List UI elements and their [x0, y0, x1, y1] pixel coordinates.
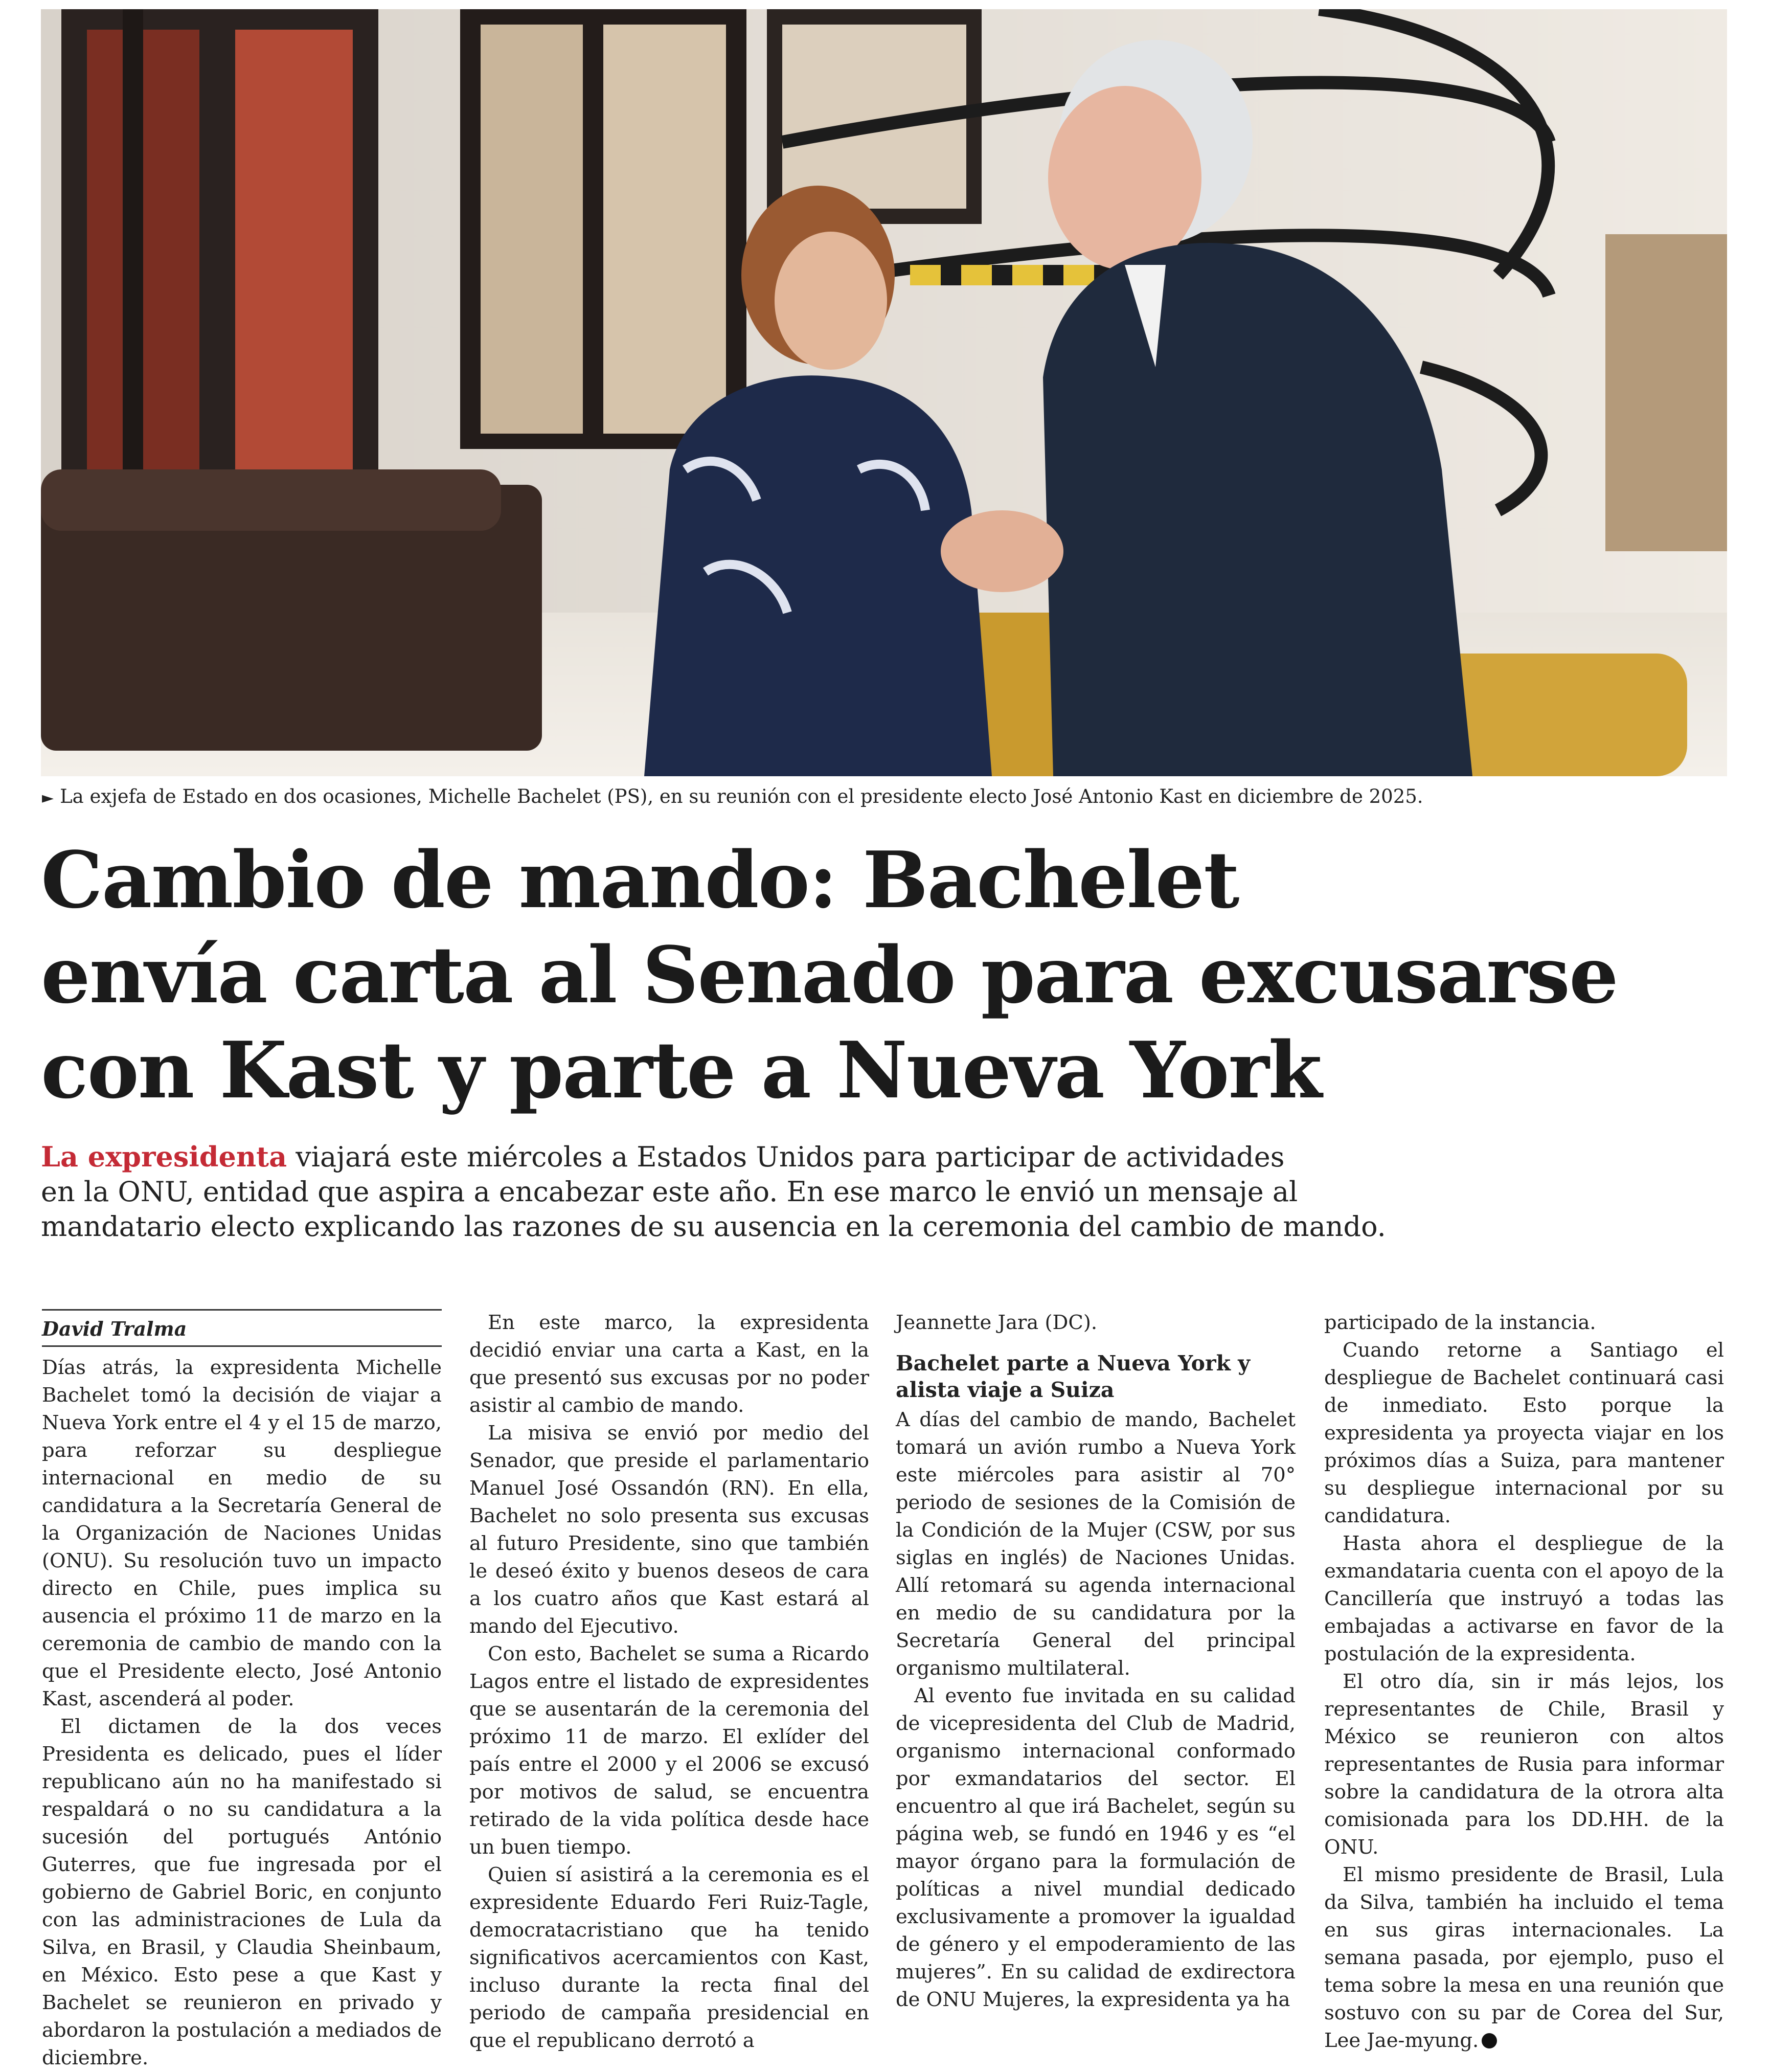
paragraph-continued: participado de la instancia.: [1324, 1311, 1596, 1334]
paragraph: Con esto, Bachelet se suma a Ricardo Lagos entre el listado de expresidentes que se ausentarán de la ceremonia del próximo 11 de marzo. El exlíder del país entre el 2000 y el 2006 se excusó por motivos de salud, se encuentra retirado de la vida política desde hace un buen tiempo.: [469, 1642, 869, 1859]
paragraph: El dictamen de la dos veces Presidenta es delicado, pues el líder republicano aún no ha manifestado si respaldará o no su candidatura a la sucesión del portugués António Guterres, que fue ingresada por el gobierno de Gabriel Boric, en conjunto con las administraciones de Lula da Silva, en Brasil, y Claudia Sheinbaum, en México. Esto pese a que Kast y Bachelet se reunieron en privado y abordaron la postulación a mediados de diciembre.: [42, 1715, 442, 2069]
caption-text: La exjefa de Estado en dos ocasiones, Michelle Bachelet (PS), en su reunión con el presidente electo José Antonio Kast en diciembre de 2025.: [60, 785, 1423, 807]
article-photo: [41, 9, 1727, 776]
article-column-4: [1324, 1309, 1724, 2055]
paragraph: A días del cambio de mando, Bachelet tomará un avión rumbo a Nueva York este miércoles para asistir al 70° periodo de sesiones de la Comisión de la Condición de la Mujer (CSW, por sus siglas en inglés) de Naciones Unidas. Allí retomará su agenda internacional en medio de su candidatura por la Secretaría General del principal organismo multilateral.: [896, 1408, 1296, 1680]
paragraph: El otro día, sin ir más lejos, los representantes de Chile, Brasil y México se reunieron con altos representantes de Rusia para informar sobre la candidatura de la otrora alta comisionada para los DD.HH. de la ONU.: [1324, 1670, 1724, 1859]
paragraph: Días atrás, la expresidenta Michelle Bachelet tomó la decisión de viajar a Nueva York entre el 4 y el 15 de marzo, para reforzar su despliegue internacional en medio de su candidatura a la Secretaría General de la Organización de Naciones Unidas (ONU). Su resolución tuvo un impacto directo en Chile, pues implica su ausencia el próximo 11 de marzo en la ceremonia de cambio de mando con la que el Presidente electo, José Antonio Kast, ascenderá al poder.: [42, 1356, 442, 1710]
deck-line-1-text: viajará este miércoles a Estados Unidos para participar de actividades: [287, 1141, 1285, 1173]
photo-caption: [42, 781, 1729, 814]
headline-line-2: envía carta al Senado para excusarse: [41, 929, 1618, 1021]
paragraph: En este marco, la expresidenta decidió enviar una carta a Kast, en la que presentó sus excusas por no poder asistir al cambio de mando.: [469, 1311, 869, 1417]
paragraph: Hasta ahora el despliegue de la exmandataria cuenta con el apoyo de la Cancillería que instruyó a todas las embajadas a activarse en favor de la postulación de la expresidenta.: [1324, 1532, 1724, 1665]
final-paragraph-text: El mismo presidente de Brasil, Lula da Silva, también ha incluido el tema en sus giras internacionales. La semana pasada, por ejemplo, puso el tema sobre la mesa en una reunión que sostuvo con su par de Corea del Sur, Lee Jae-myung.: [1324, 1863, 1724, 2052]
article-column-2: [469, 1309, 869, 2055]
deck-line-2: en la ONU, entidad que aspira a encabezar este año. En ese marco le envió un mensaje al: [41, 1176, 1298, 1208]
paragraph: Cuando retorne a Santiago el despliegue de Bachelet continuará casi de inmediato. Esto porque la expresidenta ya proyecta viajar en los próximos días a Suiza, para mantener su despliegue internacional por su candidatura.: [1324, 1339, 1724, 1527]
article-subhead: Bachelet parte a Nueva York y alista viaje a Suiza: [896, 1351, 1251, 1402]
deck-line-1: [41, 1139, 1575, 1175]
article-headline: [41, 832, 1697, 1118]
headline-line-1: Cambio de mando: Bachelet: [41, 834, 1239, 926]
end-of-article-dot-icon: [1482, 2033, 1497, 2048]
photo-meeting-image: [41, 9, 1727, 776]
byline: David Tralma: [42, 1309, 442, 1347]
article-deck: [41, 1139, 1575, 1244]
article-column-3: [896, 1309, 1296, 2014]
paragraph: Al evento fue invitada en su calidad de vicepresidenta del Club de Madrid, organismo internacional conformado por exmandatarios del sector. El encuentro al que irá Bachelet, según su página web, se fundó en 1946 y es “el mayor órgano para la formulación de políticas a nivel mundial dedicado exclusivamente a promover la igualdad de género y el empoderamiento de las mujeres”. En su calidad de exdirectora de ONU Mujeres, la expresidenta ya ha: [896, 1684, 1296, 2011]
headline-line-3: con Kast y parte a Nueva York: [41, 1024, 1321, 1116]
deck-line-3: mandatario electo explicando las razones de su ausencia en la ceremonia del cambio de mando.: [41, 1210, 1386, 1243]
paragraph-final: [1324, 1861, 1724, 2055]
paragraph-continued: Jeannette Jara (DC).: [896, 1311, 1098, 1334]
caption-arrow-icon: ►: [42, 789, 54, 807]
deck-kicker: La expresidenta: [41, 1140, 287, 1173]
paragraph: Quien sí asistirá a la ceremonia es el expresidente Eduardo Feri Ruiz-Tagle, democratacristiano que ha tenido significativos acercamientos con Kast, incluso durante la recta final del periodo de campaña presidencial en que el republicano derrotó a: [469, 1863, 869, 2052]
article-column-1: [42, 1309, 442, 2072]
paragraph: La misiva se envió por medio del Senador, que preside el parlamentario Manuel José Ossandón (RN). En ella, Bachelet no solo presenta sus excusas al futuro Presidente, sino que también le deseó éxito y buenos deseos de cara a los cuatro años que Kast estará al mando del Ejecutivo.: [469, 1422, 869, 1638]
